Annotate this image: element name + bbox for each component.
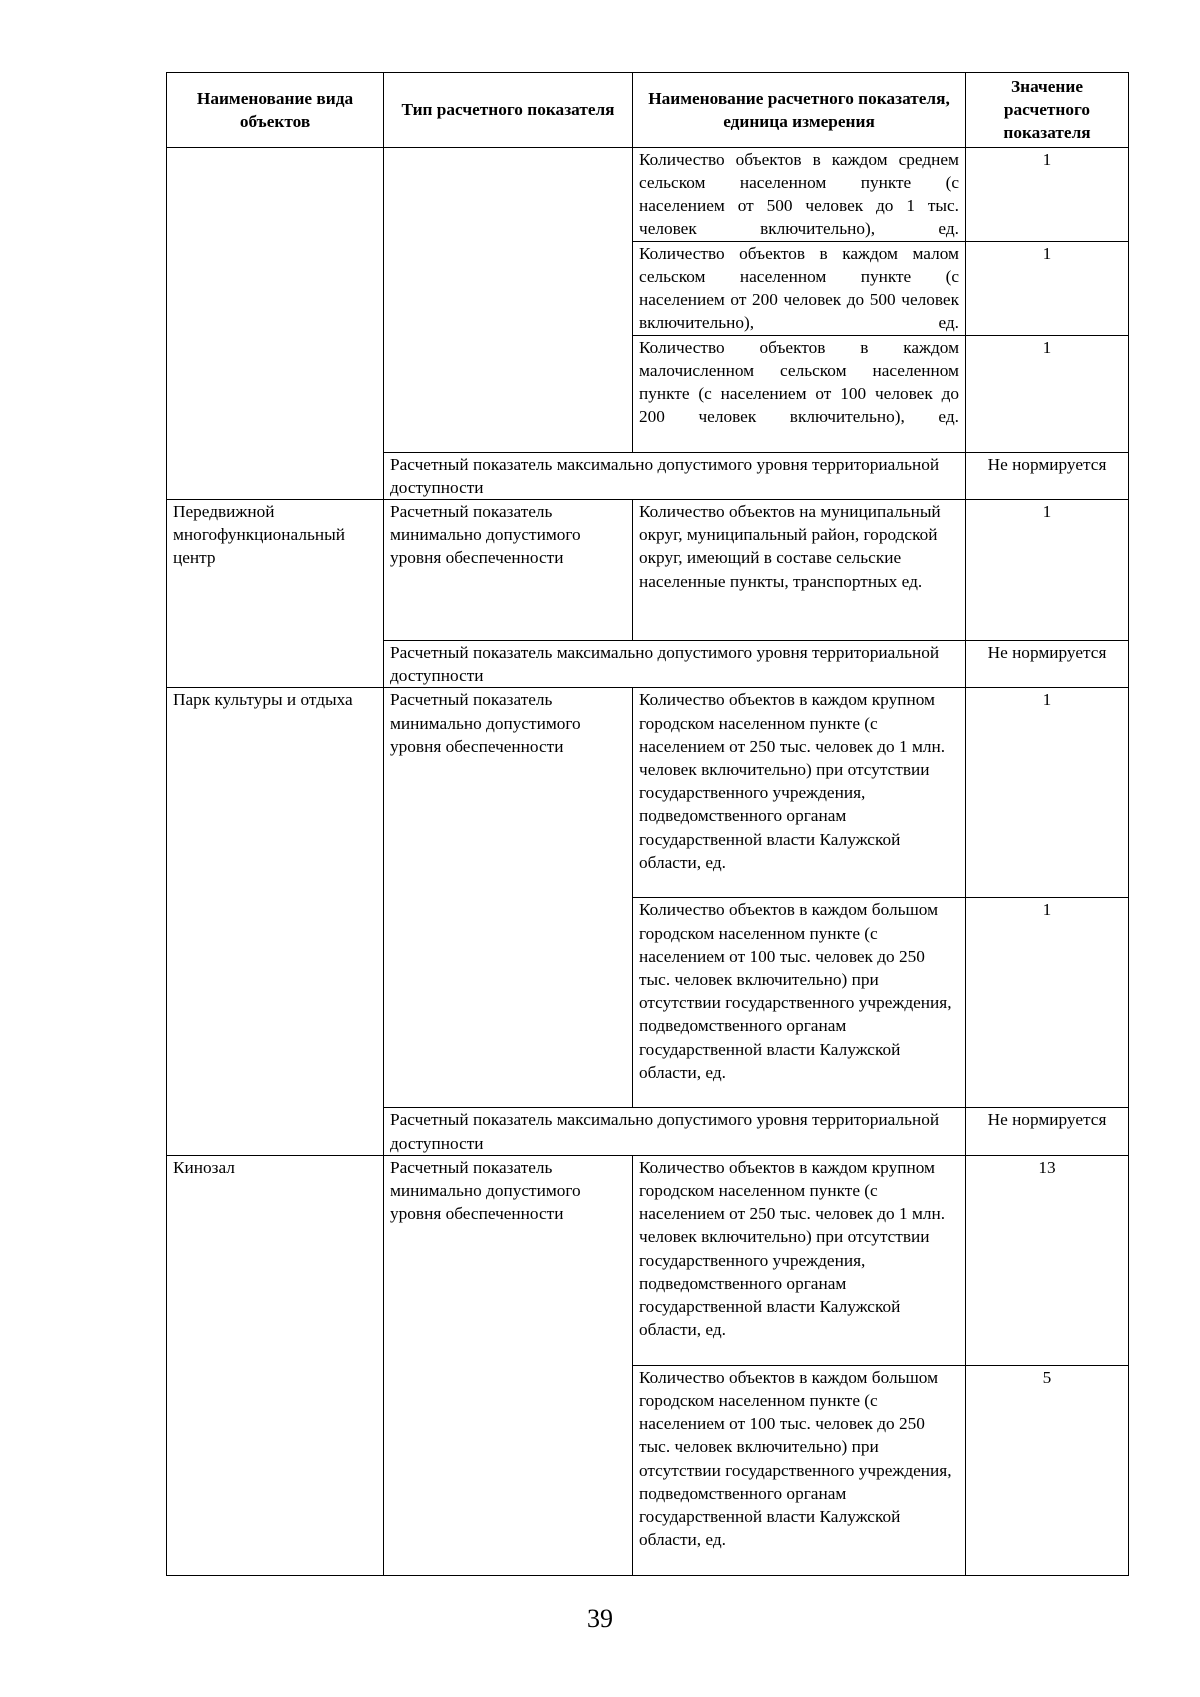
value-cell: 1 [966, 688, 1129, 898]
value-cell: 1 [966, 898, 1129, 1108]
indicator-cell: Количество объектов в каждом большом городском населенном пункте (с населением от 100 тыс. человек до 250 тыс. человек включительно) при отсутствии государственного учреждения, подведомственного органам государственной власти Калужской области, ед. [633, 1365, 966, 1575]
value-cell: Не нормируется [966, 641, 1129, 688]
type-cell: Расчетный показатель минимально допустимого уровня обеспеченности [384, 1155, 633, 1575]
table-row [167, 1155, 1129, 1365]
value-cell: 5 [966, 1365, 1129, 1575]
table-row [167, 688, 1129, 898]
header-indicator-name: Наименование расчетного показателя, единица измерения [633, 73, 966, 148]
object-cell: Передвижной многофункциональный центр [167, 500, 384, 688]
header-row [167, 73, 1129, 148]
standards-table [166, 72, 1129, 1576]
indicator-cell: Количество объектов в каждом малом сельском населенном пункте (с населением от 200 человек до 500 человек включительно), ед. [633, 241, 966, 335]
value-cell: Не нормируется [966, 452, 1129, 499]
indicator-cell: Количество объектов в каждом большом городском населенном пункте (с населением от 100 тыс. человек до 250 тыс. человек включительно) при отсутствии государственного учреждения, подведомственного органам государственной власти Калужской области, ед. [633, 898, 966, 1108]
accessibility-type-cell: Расчетный показатель максимально допустимого уровня территориальной доступности [384, 452, 966, 499]
accessibility-type-cell: Расчетный показатель максимально допустимого уровня территориальной доступности [384, 641, 966, 688]
table-row [167, 500, 1129, 641]
indicator-cell: Количество объектов в каждом крупном городском населенном пункте (с населением от 250 тыс. человек до 1 млн. человек включительно) при отсутствии государственного учреждения, подведомственного органам государственной власти Калужской области, ед. [633, 688, 966, 898]
type-cell: Расчетный показатель минимально допустимого уровня обеспеченности [384, 500, 633, 641]
value-cell: 1 [966, 241, 1129, 335]
indicator-cell: Количество объектов в каждом среднем сельском населенном пункте (с населением от 500 человек до 1 тыс. человек включительно), ед. [633, 147, 966, 241]
object-cell-empty [167, 147, 384, 499]
indicator-cell: Количество объектов в каждом малочисленном сельском населенном пункте (с населением от 100 человек до 200 человек включительно), ед. [633, 335, 966, 452]
indicator-cell: Количество объектов на муниципальный округ, муниципальный район, городской округ, имеющий в составе сельские населенные пункты, транспортных ед. [633, 500, 966, 641]
value-cell: 1 [966, 335, 1129, 452]
object-cell: Кинозал [167, 1155, 384, 1575]
page-number: 39 [587, 1604, 613, 1633]
header-indicator-type: Тип расчетного показателя [384, 73, 633, 148]
indicator-cell: Количество объектов в каждом крупном городском населенном пункте (с населением от 250 тыс. человек до 1 млн. человек включительно) при отсутствии государственного учреждения, подведомственного органам государственной власти Калужской области, ед. [633, 1155, 966, 1365]
object-cell: Парк культуры и отдыха [167, 688, 384, 1155]
value-cell: 1 [966, 147, 1129, 241]
header-indicator-value: Значение расчетного показателя [966, 73, 1129, 148]
value-cell: Не нормируется [966, 1108, 1129, 1155]
accessibility-type-cell: Расчетный показатель максимально допустимого уровня территориальной доступности [384, 1108, 966, 1155]
header-object-type: Наименование вида объектов [167, 73, 384, 148]
table-row [167, 147, 1129, 241]
type-cell-empty [384, 147, 633, 452]
type-cell: Расчетный показатель минимально допустимого уровня обеспеченности [384, 688, 633, 1108]
value-cell: 1 [966, 500, 1129, 641]
value-cell: 13 [966, 1155, 1129, 1365]
